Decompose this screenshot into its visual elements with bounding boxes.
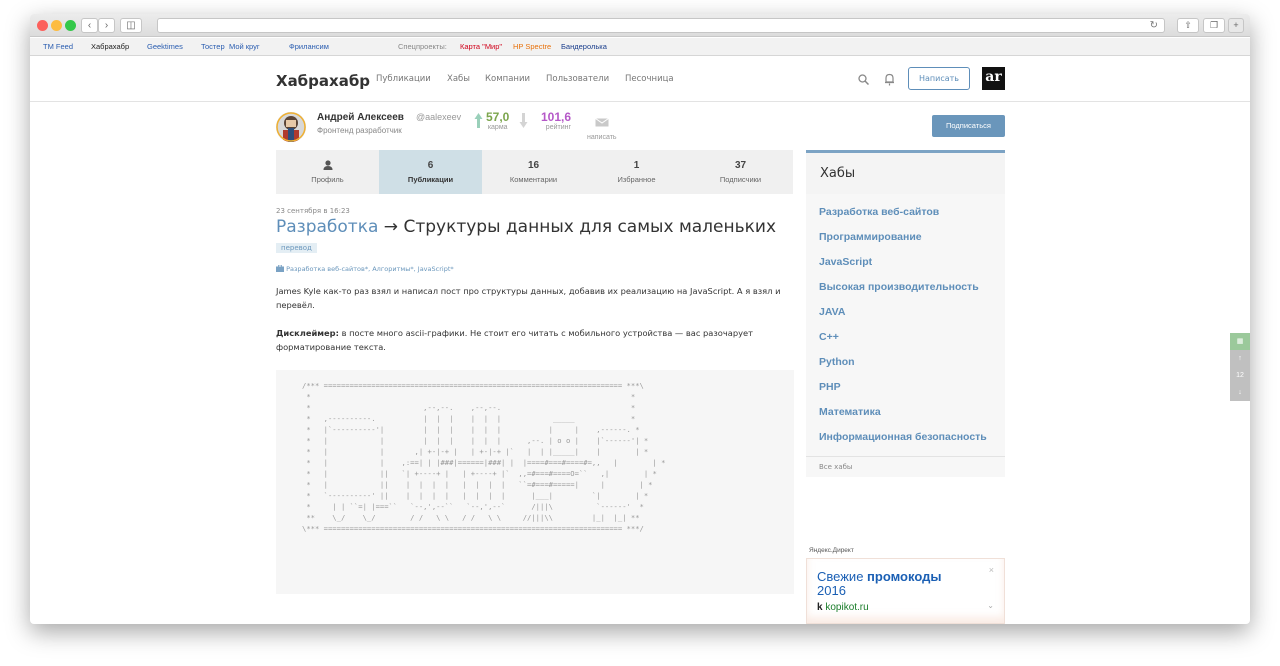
- specials-label: Спецпроекты:: [398, 42, 447, 51]
- scroll-controls: [1230, 333, 1250, 401]
- rating-label: рейтинг: [545, 124, 572, 131]
- ascii-art: /*** ===================================================================== ***\ * * * ,--,--. ,--,--. * * ,----------. | | | | | | _____ * * |`----------'| | | | | | | | | ,------. * * | | | | | | | | ,--. | o o | |`------'| * * | | ,| +-|-+ | | +-|-+ |` | | |_____| | | * * | | ,:==| | |###|======|###| | |====#===#====#=,, | | * * | || `| +----+ | | +----+ |` ,,=#===#====O=`` ,| | * * | || | | | | | | | | ``=#===#=====| | | * * `----------' || | | | | | | | | |___| `| | * * | | ``=| |===`` `--,',--`` `--,',--` /|||\ `------' * ** \_/ \_/ / / \ \ / / \ \ //|||\\ |_| |_| ** \*** ===================================================================== ***/: [302, 381, 666, 533]
- tab-subscribers-label: Подписчики: [719, 175, 762, 184]
- post-category-link[interactable]: Разработка: [276, 217, 379, 237]
- envelope-icon: [595, 118, 609, 127]
- nav-publications[interactable]: Публикации: [376, 74, 431, 84]
- ad-close-icon[interactable]: ×: [988, 565, 994, 575]
- disclaimer-text: в посте много ascii-графики. Не стоит его читать с мобильного устройства — вас разочарует форматирование текста.: [276, 328, 753, 352]
- sidebar-item-php[interactable]: PHP: [819, 381, 841, 393]
- karma-value: 57,0: [486, 110, 510, 124]
- ad-expand-chevron-icon[interactable]: ⌄: [987, 601, 994, 610]
- zoom-window-icon[interactable]: [65, 20, 76, 31]
- tab-publications-count: 6: [427, 160, 434, 171]
- sidebar-item-javascript[interactable]: JavaScript: [819, 256, 873, 268]
- ascii-art-block: [276, 370, 794, 594]
- reload-icon[interactable]: ↻: [1149, 20, 1158, 31]
- sidebar-item-high-performance[interactable]: Высокая производительность: [819, 281, 979, 293]
- sidebar-item-web-dev[interactable]: Разработка веб-сайтов: [819, 206, 940, 218]
- write-message[interactable]: [587, 114, 617, 141]
- tab-profile-label: Профиль: [311, 175, 344, 184]
- karma-up-icon[interactable]: [474, 112, 483, 129]
- special-hp-spectre[interactable]: HP Spectre: [513, 42, 552, 51]
- ad-headline-bold: промокоды: [867, 569, 942, 584]
- sidebar-toggle-icon[interactable]: ◫: [120, 18, 142, 33]
- bookmarks-bar: [30, 38, 1250, 56]
- ad-domain-row[interactable]: [817, 602, 869, 613]
- forward-icon[interactable]: ›: [98, 18, 115, 33]
- disclaimer-label: Дисклеймер:: [276, 328, 339, 338]
- sidebar-title: Хабы: [806, 150, 1005, 194]
- scroll-down-icon[interactable]: ↓: [1238, 389, 1242, 396]
- tab-favorites-count: 1: [633, 160, 640, 171]
- nav-users[interactable]: Пользователи: [546, 74, 610, 84]
- rating-value: 101,6: [541, 110, 572, 124]
- share-icon[interactable]: ⇧: [1177, 18, 1199, 33]
- back-icon[interactable]: ‹: [81, 18, 98, 33]
- new-tab-icon[interactable]: +: [1228, 18, 1244, 33]
- tab-publications[interactable]: [379, 150, 482, 194]
- post-title: [276, 217, 796, 237]
- title-bar: [30, 14, 1250, 37]
- write-message-label: написать: [587, 134, 617, 141]
- tab-favorites-label: Избранное: [617, 175, 656, 184]
- write-button[interactable]: Написать: [908, 67, 970, 90]
- scroll-up-icon[interactable]: ↑: [1238, 355, 1242, 362]
- post-hubs-links[interactable]: Разработка веб-сайтов*, Алгоритмы*, JavaScript*: [286, 265, 454, 273]
- profile-tabs: [276, 150, 793, 194]
- yandex-direct-label[interactable]: Яндекс.Директ: [809, 547, 854, 554]
- site-header: [30, 57, 1250, 102]
- bell-icon[interactable]: [884, 73, 895, 86]
- post-date: 23 сентября в 16:23: [276, 207, 350, 215]
- bookmark-moikrug[interactable]: Мой круг: [229, 42, 260, 51]
- avatar[interactable]: [276, 112, 306, 142]
- sidebar-item-programming[interactable]: Программирование: [819, 231, 922, 243]
- bookmark-habrahabr[interactable]: Хабрахабр: [91, 42, 130, 51]
- post-intro: James Kyle как-то раз взял и написал пост про структуры данных, добавив их реализацию на JavaScript. А я взял и перевёл.: [276, 286, 781, 310]
- sidebar-item-python[interactable]: Python: [819, 356, 855, 368]
- tab-comments-label: Комментарии: [509, 175, 558, 184]
- rating-stat: [541, 110, 571, 131]
- karma-label: карма: [487, 124, 508, 131]
- special-banderolka[interactable]: Бандеролька: [561, 42, 607, 51]
- post: [276, 207, 796, 354]
- sidebar-hub-list: [806, 194, 1005, 456]
- ad-domain: kopikot.ru: [825, 602, 869, 613]
- close-window-icon[interactable]: [37, 20, 48, 31]
- post-disclaimer: [276, 326, 796, 354]
- tab-comments-count: 16: [527, 160, 540, 171]
- sidebar-item-cpp[interactable]: C++: [819, 331, 839, 343]
- sidebar-item-infosec[interactable]: Информационная безопасность: [819, 431, 987, 443]
- post-hubs: [276, 265, 796, 273]
- karma-stat: [486, 110, 509, 131]
- tab-profile[interactable]: [276, 150, 379, 194]
- minimize-window-icon[interactable]: [51, 20, 62, 31]
- user-nick: @aalexeev: [416, 112, 462, 122]
- ad-headline-text: Свежие: [817, 569, 864, 584]
- tab-subscribers[interactable]: [688, 150, 793, 194]
- nav-hubs[interactable]: Хабы: [447, 74, 470, 84]
- site-logo[interactable]: Хабрахабр: [276, 72, 371, 90]
- bookmark-freelansim[interactable]: Фрилансим: [289, 42, 329, 51]
- translation-badge: перевод: [276, 243, 317, 253]
- tab-publications-label: Публикации: [407, 175, 454, 184]
- sidebar-item-math[interactable]: Математика: [819, 406, 881, 418]
- subscribe-button[interactable]: Подписаться: [932, 115, 1005, 137]
- all-hubs-link[interactable]: Все хабы: [806, 456, 1005, 477]
- sidebar-item-java[interactable]: JAVA: [819, 306, 846, 318]
- ad-year: 2016: [817, 583, 846, 598]
- post-title-arrow: →: [383, 217, 399, 237]
- address-bar[interactable]: [157, 18, 1165, 33]
- feed-icon[interactable]: ▦: [1230, 333, 1250, 350]
- nav-companies[interactable]: Компании: [485, 74, 531, 84]
- user-icon: [323, 160, 333, 170]
- hubs-sidebar: [806, 150, 1005, 477]
- ad-block[interactable]: [806, 558, 1005, 624]
- nav-sandbox[interactable]: Песочница: [625, 74, 674, 84]
- user-avatar-badge[interactable]: ar: [982, 67, 1005, 90]
- tab-subscribers-count: 37: [734, 160, 747, 171]
- tab-comments[interactable]: [482, 150, 585, 194]
- user-role: Фронтенд разработчик: [317, 126, 402, 135]
- user-name[interactable]: Андрей Алексеев: [317, 112, 404, 123]
- ad-favicon-icon: k: [817, 602, 823, 613]
- post-title-text[interactable]: Структуры данных для самых маленьких: [403, 217, 777, 237]
- tabs-icon[interactable]: ❐: [1203, 18, 1225, 33]
- bookmark-tm-feed[interactable]: TM Feed: [43, 42, 74, 51]
- search-icon[interactable]: [858, 74, 869, 85]
- bookmark-toster[interactable]: Тостер: [201, 42, 225, 51]
- avatar-image-icon: [276, 112, 306, 142]
- bookmark-geektimes[interactable]: Geektimes: [147, 42, 183, 51]
- karma-down-icon[interactable]: [519, 112, 528, 129]
- briefcase-icon: [276, 265, 284, 272]
- browser-window: [30, 14, 1250, 624]
- scroll-counter: 12: [1236, 372, 1244, 379]
- special-karta-mir[interactable]: Карта "Мир": [460, 42, 503, 51]
- tab-favorites[interactable]: [585, 150, 688, 194]
- ad-headline[interactable]: [817, 570, 941, 598]
